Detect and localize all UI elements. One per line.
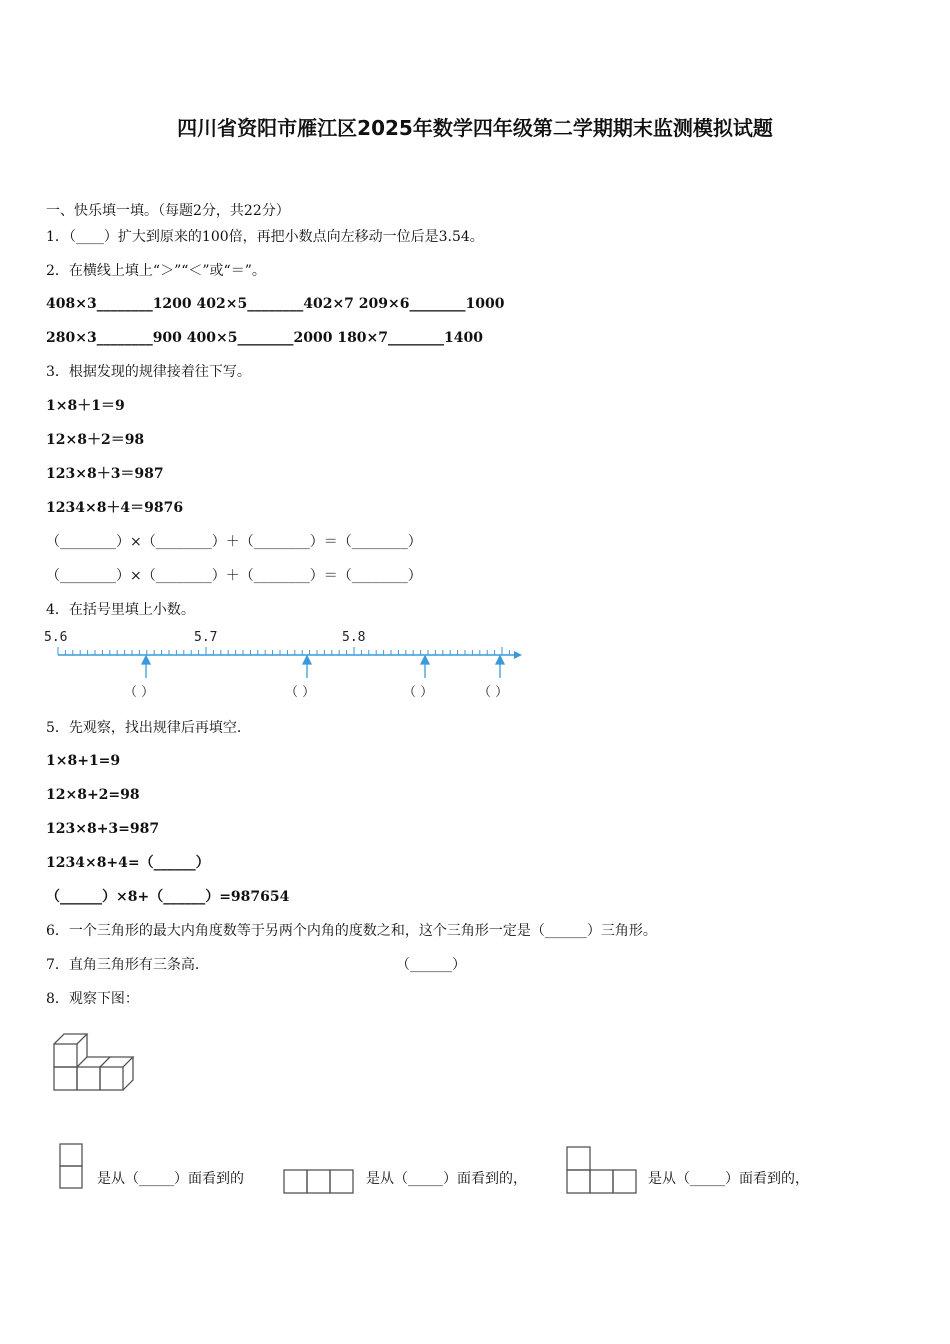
view-3-text: 是从（_____）面看到的， (648, 1171, 809, 1187)
label-5-8: 5.8 (342, 630, 366, 645)
view-1-text: 是从（_____）面看到的 (97, 1171, 244, 1187)
pointer-arrows (142, 656, 504, 678)
question-3: 3．根据发现的规律接着往下写。 (46, 364, 251, 380)
q3-eq-3: 123×8＋3＝987 (46, 466, 164, 482)
paren-2: （ ） (285, 685, 316, 700)
view-2-text: 是从（_____）面看到的， (366, 1171, 527, 1187)
q5-eq-1: 1×8+1=9 (46, 753, 121, 769)
question-1: 1．（____）扩大到原来的100倍，再把小数点向左移动一位后是3.54。 (46, 229, 484, 245)
q5-eq-4: 1234×8+4=（______） (46, 855, 210, 871)
cube-figure (50, 1030, 138, 1096)
pointer-arrow-4-head-icon (496, 656, 504, 664)
label-5-6: 5.6 (44, 630, 68, 645)
label-5-7: 5.7 (194, 630, 218, 645)
q5-eq-3: 123×8+3=987 (46, 821, 160, 837)
arrowhead-icon (514, 651, 522, 659)
q3-eq-4: 1234×8＋4＝9876 (46, 500, 184, 516)
question-8: 8．观察下图： (46, 991, 139, 1007)
view-1-figure (56, 1140, 88, 1194)
q3-blank-2: （________）×（________）＋（________）＝（________） (46, 568, 422, 584)
paren-1: （ ） (124, 685, 155, 700)
view-3-figure (563, 1143, 641, 1199)
pointer-arrow-2-head-icon (303, 656, 311, 664)
q2-row-2: 280×3________900 400×5________2000 180×7________1400 (46, 330, 483, 346)
question-4: 4．在括号里填上小数。 (46, 602, 195, 618)
question-6: 6．一个三角形的最大内角度数等于另两个内角的度数之和，这个三角形一定是（______）三角形。 (46, 923, 657, 939)
question-5: 5．先观察，找出规律后再填空. (46, 720, 242, 736)
number-line (44, 626, 534, 708)
question-2: 2．在横线上填上“＞”“＜”或“＝”。 (46, 263, 266, 279)
q3-eq-1: 1×8＋1＝9 (46, 398, 125, 414)
q2-row-1: 408×3________1200 402×5________402×7 209×6________1000 (46, 296, 505, 312)
question-7: 7．直角三角形有三条高. (46, 957, 200, 973)
q7-blank: （______） (396, 957, 466, 973)
pointer-arrow-1-head-icon (142, 656, 150, 664)
page-title: 四川省资阳市雁江区2025年数学四年级第二学期期末监测模拟试题 (177, 116, 773, 140)
q3-eq-2: 12×8＋2＝98 (46, 432, 145, 448)
pointer-arrow-3-head-icon (421, 656, 429, 664)
ticks (58, 647, 509, 655)
section-heading: 一、快乐填一填。（每题2分，共22分） (46, 203, 290, 219)
view-2-figure (280, 1166, 358, 1198)
q3-blank-1: （________）×（________）＋（________）＝（________） (46, 534, 422, 550)
q5-last: （______）×8+（______）=987654 (46, 889, 290, 905)
paren-3: （ ） (403, 685, 434, 700)
q5-eq-2: 12×8+2=98 (46, 787, 140, 803)
paren-4: （ ） (478, 685, 509, 700)
